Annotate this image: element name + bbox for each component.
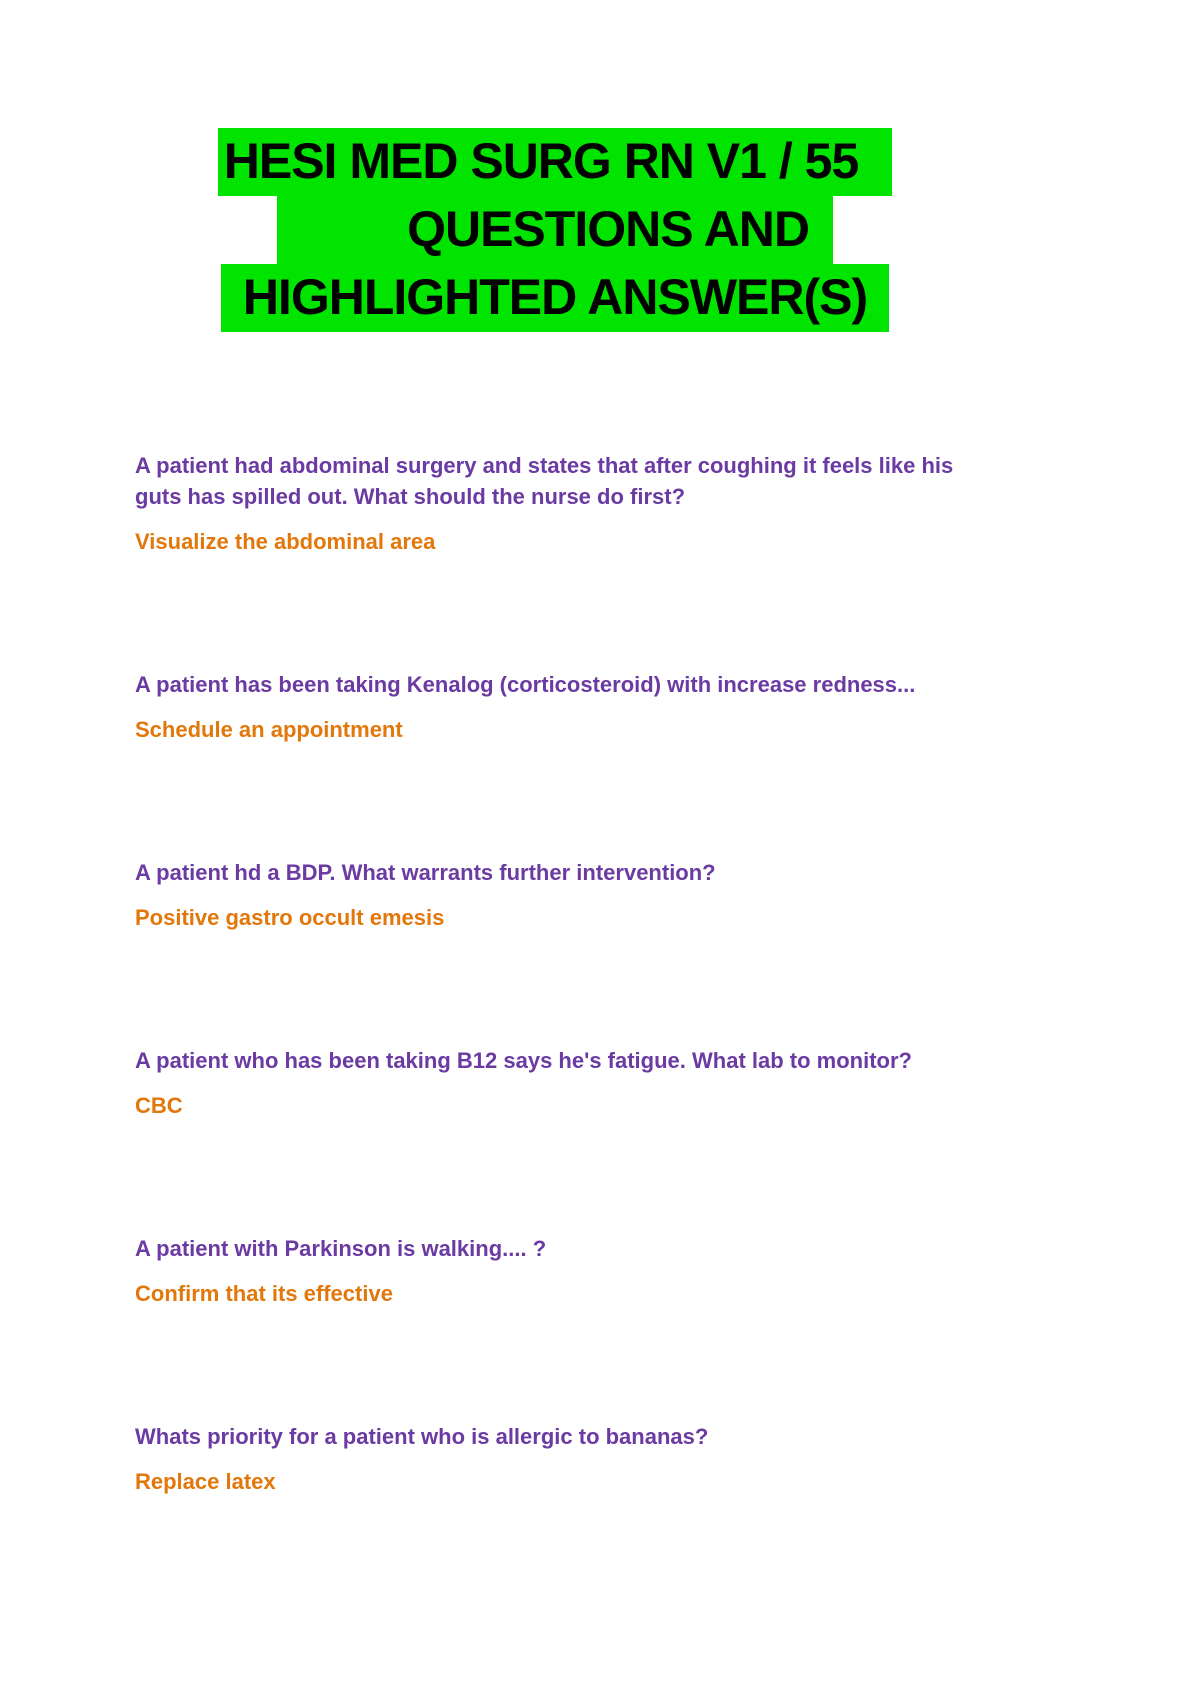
page-title-line-1 bbox=[155, 128, 955, 196]
highlighted-title-text: QUESTIONS AND bbox=[277, 196, 833, 264]
answer-text: Positive gastro occult emesis bbox=[135, 905, 445, 930]
question-text: A patient who has been taking B12 says he's fatigue. What lab to monitor? bbox=[135, 1048, 912, 1073]
page-title bbox=[155, 128, 955, 332]
highlighted-title-text: HIGHLIGHTED ANSWER(S) bbox=[221, 264, 889, 332]
answer-text: Visualize the abdominal area bbox=[135, 529, 436, 554]
answer-text: Schedule an appointment bbox=[135, 717, 403, 742]
answer-text: Confirm that its effective bbox=[135, 1281, 393, 1306]
qa-block-5 bbox=[135, 1233, 975, 1309]
qa-list bbox=[135, 450, 975, 1497]
question-text: A patient has been taking Kenalog (corticosteroid) with increase redness... bbox=[135, 672, 916, 697]
question-text: A patient with Parkinson is walking.... ? bbox=[135, 1236, 547, 1261]
qa-block-6 bbox=[135, 1421, 975, 1497]
page-title-line-3 bbox=[155, 264, 955, 332]
qa-block-3 bbox=[135, 857, 975, 933]
qa-block-1 bbox=[135, 450, 975, 557]
qa-block-2 bbox=[135, 669, 975, 745]
answer-text: Replace latex bbox=[135, 1469, 276, 1494]
question-text: Whats priority for a patient who is allergic to bananas? bbox=[135, 1424, 709, 1449]
question-text: A patient had abdominal surgery and states that after coughing it feels like his guts has spilled out. What should the nurse do first? bbox=[135, 453, 954, 509]
document-page bbox=[135, 0, 975, 1609]
question-text: A patient hd a BDP. What warrants further intervention? bbox=[135, 860, 716, 885]
page-title-line-2 bbox=[155, 196, 955, 264]
highlighted-title-text: HESI MED SURG RN V1 / 55 bbox=[218, 128, 893, 196]
qa-block-4 bbox=[135, 1045, 975, 1121]
answer-text: CBC bbox=[135, 1093, 183, 1118]
